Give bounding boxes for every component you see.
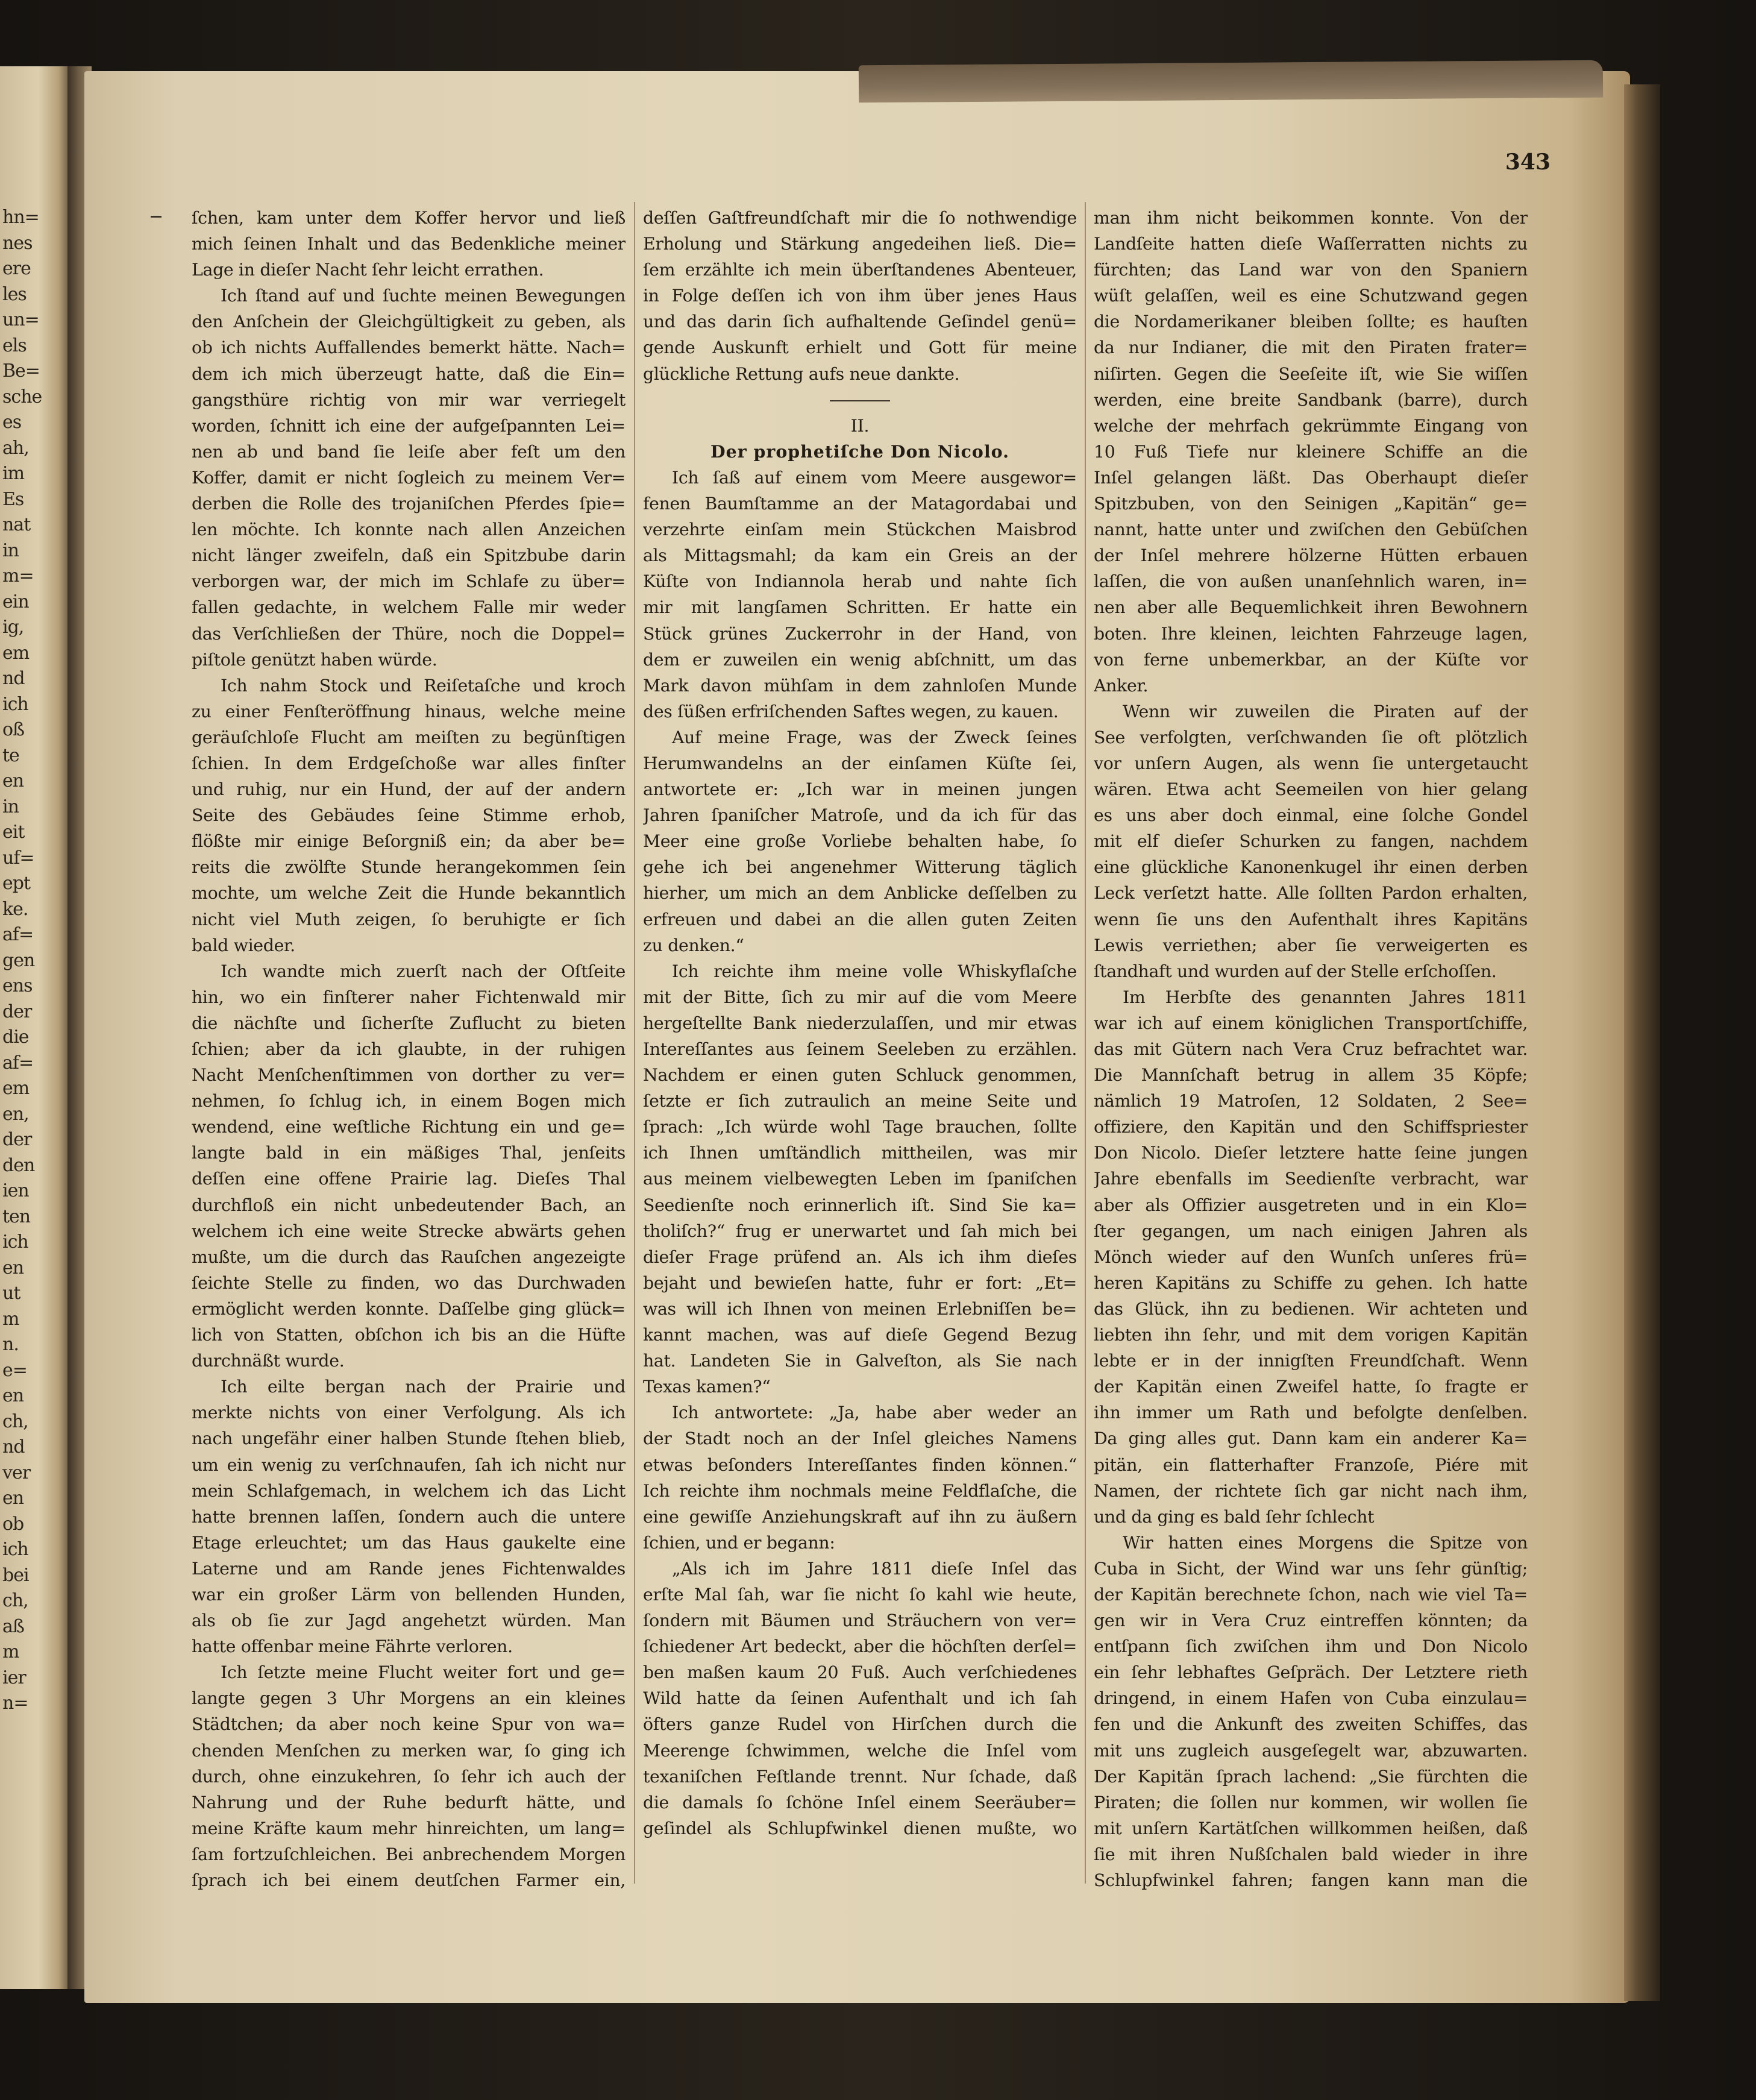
text-line: als ob ſie zur Jagd angehetzt würden. Man — [192, 1611, 626, 1631]
text-line: verzehrte einſam mein Stückchen Maisbrod — [643, 520, 1077, 540]
text-line: offiziere, den Kapitän und den Schiffspriester — [1094, 1117, 1528, 1137]
text-line: ob ich nichts Auffallendes bemerkt hätte. Nach= — [192, 338, 626, 358]
left-page-fragment: sche — [2, 386, 42, 407]
text-line: Etage erleuchtet; um das Haus gaukelte eine — [192, 1532, 626, 1553]
text-line: um ein wenig zu verſchnaufen, ſah ich nicht nur — [192, 1454, 626, 1475]
text-line: boten. Ihre kleinen, leichten Fahrzeuge lagen, — [1094, 623, 1528, 644]
text-line: dieſer Frage prüfend an. Als ich ihm dieſes — [643, 1246, 1077, 1267]
left-page-fragment: en — [2, 770, 24, 791]
text-line: Jahren ſpaniſcher Matroſe, und da ich für das — [643, 805, 1077, 826]
text-line: 10 Fuß Tiefe nur kleinere Schiffe an die — [1094, 441, 1528, 462]
text-line: war ein großer Lärm von bellenden Hunden, — [192, 1584, 626, 1605]
text-line: wendend, eine weſtliche Richtung ein und ge= — [192, 1117, 626, 1137]
text-line: Inſel gelangen läßt. Das Oberhaupt dieſer — [1094, 467, 1528, 488]
text-line: pitän, ein flatterhafter Franzoſe, Piére mit — [1094, 1454, 1528, 1475]
text-line: welche der mehrfach gekrümmte Eingang von — [1094, 415, 1528, 436]
text-line: hat. Landeten Sie in Galveſton, als Sie nach — [643, 1351, 1077, 1371]
text-line: Spitzbuben, von den Seinigen „Kapitän“ ge= — [1094, 494, 1528, 514]
left-page-fragment: ch, — [2, 1590, 28, 1611]
text-line: ich Ihnen umſtändlich mittheilen, was mir — [643, 1143, 1077, 1163]
text-line: das Glück, ihn zu bedienen. Wir achteten und — [1094, 1298, 1528, 1319]
text-line: Nahrung und der Ruhe bedurft hätte, und — [192, 1792, 626, 1812]
text-line: ſetzte er ſich zutraulich an meine Seite und — [643, 1091, 1077, 1111]
text-line: das Verſchließen der Thüre, noch die Doppel= — [192, 623, 626, 644]
text-line: fen und die Ankunft des zweiten Schiffes, das — [1094, 1714, 1528, 1735]
text-line: dem er zuweilen ein wenig abſchnitt, um das — [643, 649, 1077, 670]
margin-dash — [151, 216, 161, 218]
text-line: Herumwandelns an der einſamen Küſte ſei, — [643, 753, 1077, 773]
text-line: ſeichte Stelle zu finden, wo das Durchwaden — [192, 1272, 626, 1293]
text-line: vor unſern Augen, als wenn ſie untergetaucht — [1094, 753, 1528, 773]
text-line: gen wir in Vera Cruz eintreffen könnten; da — [1094, 1611, 1528, 1631]
text-line: texaniſchen Feſtlande trennt. Nur ſchade, daß — [643, 1766, 1077, 1787]
text-line: Im Herbſte des genannten Jahres 1811 — [1123, 987, 1528, 1007]
text-line: ihn immer um Rath und befolgte denſelben. — [1094, 1403, 1528, 1423]
left-page-fragment: ob — [2, 1513, 24, 1535]
text-line: mit elf dieſer Schurken zu fangen, nachdem — [1094, 831, 1528, 852]
text-line: II. — [850, 415, 870, 436]
text-line: des ſüßen erfriſchenden Saftes wegen, zu kauen. — [643, 701, 1059, 721]
left-page-fragment: e= — [2, 1359, 27, 1381]
left-page-fragment: em — [2, 642, 30, 664]
left-page-fragment: ier — [2, 1667, 26, 1688]
text-line: See verfolgten, verſchwanden ſie oft plötzlich — [1094, 727, 1528, 747]
text-line: Mark davon mühſam in dem zahnloſen Munde — [643, 675, 1077, 696]
text-line: als Mittagsmahl; da kam ein Greis an der — [643, 545, 1077, 566]
text-line: mit unſern Kartätſchen willkommen heißen, daß — [1094, 1818, 1528, 1838]
left-page-edge — [0, 66, 69, 1989]
text-line: mußte, um die durch das Rauſchen angezeigte — [192, 1246, 626, 1267]
text-line: piſtole genützt haben würde. — [192, 649, 437, 670]
left-page-fragment: ept — [2, 873, 31, 894]
text-line: ſchien. In dem Erdgeſchoße war alles finſter — [192, 753, 626, 773]
left-page-fragment: ah, — [2, 437, 29, 459]
text-line: Ich reichte ihm nochmals meine Feldflaſche, die — [643, 1480, 1077, 1501]
text-line: Intereſſantes aus ſeinem Seeleben zu erzählen. — [643, 1039, 1077, 1059]
text-line: Stück grünes Zuckerrohr in der Hand, von — [643, 623, 1077, 644]
left-page-fragment: els — [2, 335, 27, 356]
left-page-fragment: Be= — [2, 360, 40, 382]
text-line: gangsthüre richtig von mir war verriegelt — [192, 389, 626, 410]
section-heading: Der prophetiſche Don Nicolo. — [710, 441, 1009, 462]
text-line: nen ab und band ſie leiſe aber feſt um den — [192, 441, 626, 462]
text-line: Erholung und Stärkung angedeihen ließ. Die= — [643, 234, 1077, 254]
text-line: und ruhig, nur ein Hund, der auf der andern — [192, 779, 626, 800]
text-line: reits die zwölfte Stunde herangekommen ſein — [192, 857, 626, 878]
left-page-fragments — [2, 205, 42, 1717]
text-line: mich ſeinen Inhalt und das Bedenkliche meiner — [192, 234, 626, 254]
text-line: mir mit langſamen Schritten. Er hatte ein — [643, 597, 1077, 618]
text-line: was will ich Ihnen von meinen Erlebniſſen be= — [643, 1298, 1077, 1319]
text-line: langte bald in ein mäßiges Thal, jenſeits — [192, 1143, 626, 1163]
text-line: geräuſchloſe Flucht am meiſten zu begünſtigen — [192, 727, 626, 747]
text-line: aus meinem vielbewegten Leben im ſpaniſchen — [643, 1169, 1077, 1189]
text-line: gende Auskunft erhielt und Gott für meine — [643, 338, 1077, 358]
text-line: Ich ſaß auf einem vom Meere ausgewor= — [672, 467, 1077, 488]
text-line: wären. Etwa acht Seemeilen von hier gelang — [1094, 779, 1528, 800]
left-page-fragment: m — [2, 1308, 19, 1330]
text-line: werden, eine breite Sandbank (barre), durch — [1094, 389, 1528, 410]
text-line: nicht länger zweifeln, daß ein Spitzbube darin — [192, 545, 626, 566]
text-line: Koffer, damit er nicht ſogleich zu meinem Ver= — [192, 467, 626, 488]
text-line: Schlupfwinkel fahren; fangen kann man die — [1094, 1870, 1528, 1890]
text-line: deſſen Gaſtfreundſchaft mir die ſo nothwendige — [643, 208, 1077, 228]
text-line: mochte, um welche Zeit die Hunde bekanntlich — [192, 883, 626, 904]
text-line: Ich ſetzte meine Flucht weiter fort und ge= — [221, 1662, 626, 1683]
page-number: 343 — [1505, 149, 1551, 175]
text-line: die Nordamerikaner bleiben ſollte; es hauſten — [1094, 312, 1528, 332]
left-page-fragment: die — [2, 1026, 29, 1048]
text-line: Seite des Gebäudes ſeine Stimme erhob, — [192, 805, 626, 826]
text-line: geſindel als Schlupfwinkel dienen mußte, wo — [643, 1818, 1077, 1838]
text-line: tholiſch?“ frug er unerwartet und ſah mich bei — [643, 1221, 1077, 1241]
left-page-fragment: en — [2, 1385, 24, 1406]
binding-tape — [859, 60, 1603, 103]
text-line: durch, ohne einzukehren, ſo ſehr ich auch der — [192, 1766, 626, 1787]
left-page-fragment: m — [2, 1641, 19, 1662]
left-page-fragment: eit — [2, 822, 25, 843]
text-line: Ich wandte mich zuerſt nach der Oſtſeite — [221, 961, 626, 981]
text-line: Ich nahm Stock und Reiſetaſche und kroch — [221, 675, 626, 696]
left-page-fragment: en, — [2, 1103, 29, 1125]
left-page-fragment: af= — [2, 1052, 34, 1074]
text-line: fenen Baumſtamme an der Matagordabai und — [643, 494, 1077, 514]
text-line: Wild hatte da ſeinen Aufenthalt und ich ſah — [643, 1688, 1077, 1709]
text-line: ein ſehr lebhaftes Geſpräch. Der Letztere rieth — [1094, 1662, 1528, 1683]
text-line: Ich eilte bergan nach der Prairie und — [221, 1377, 626, 1397]
text-line: lich von Statten, obſchon ich bis an die Hüfte — [192, 1325, 626, 1345]
column-divider — [1085, 202, 1086, 1884]
text-line: in Folge deſſen ich von ihm über jenes Haus — [643, 286, 1077, 306]
text-line: nicht viel Muth zeigen, ſo beruhigte er ſich — [192, 909, 626, 929]
column-divider — [634, 202, 635, 1884]
text-line: öfters ganze Rudel von Hirſchen durch die — [643, 1714, 1077, 1735]
text-line: Die Mannſchaft betrug in allem 35 Köpfe; — [1094, 1065, 1528, 1086]
text-line: nach ungefähr einer halben Stunde ſtehen blieb, — [192, 1429, 626, 1449]
text-line: ſam fortzuſchleichen. Bei anbrechendem Morgen — [192, 1844, 626, 1864]
left-page-fragment: Es — [2, 488, 24, 510]
text-line: Seedienſte noch erinnerlich iſt. Sind Sie ka= — [643, 1195, 1077, 1215]
text-line: laſſen, die von außen unanſehnlich waren, in= — [1094, 571, 1528, 592]
text-line: fürchten; das Land war von den Spaniern — [1094, 260, 1528, 280]
left-page-fragment: hn= — [2, 207, 39, 228]
left-page-fragment: bei — [2, 1564, 29, 1586]
text-line: Piraten; die ſollen nur kommen, wir wollen ſie — [1094, 1792, 1528, 1812]
text-line: fallen gedachte, in welchem Falle mir weder — [192, 597, 626, 618]
text-line: erfreuen und dabei an die allen guten Zeiten — [643, 909, 1077, 929]
text-line: Ich antwortete: „Ja, habe aber weder an — [672, 1403, 1077, 1423]
left-page-fragment: der — [2, 1129, 32, 1150]
text-line: Mönch wieder auf den Wunſch unſeres frü= — [1094, 1246, 1528, 1267]
left-page-fragment: ein — [2, 591, 29, 612]
text-line: liebten ihn ſehr, und mit dem vorigen Kapitän — [1094, 1325, 1528, 1345]
text-line: Da ging alles gut. Dann kam ein anderer Ka= — [1094, 1429, 1528, 1449]
text-line: mit der Bitte, ſich zu mir auf die vom Meere — [643, 987, 1077, 1007]
text-line: Cuba in Sicht, der Wind war uns ſehr günſtig; — [1094, 1558, 1528, 1579]
text-line: ſchen, kam unter dem Koffer hervor und ließ — [192, 208, 626, 228]
left-page-fragment: ere — [2, 258, 31, 279]
left-page-fragment: den — [2, 1154, 35, 1176]
text-line: ſchien, und er begann: — [643, 1532, 835, 1553]
text-line: da nur Indianer, die mit den Piraten frater= — [1094, 338, 1528, 358]
left-page-fragment: ich — [2, 1231, 28, 1253]
text-line: Ich reichte ihm meine volle Whiskyflaſche — [672, 961, 1077, 981]
left-page-fragment: uf= — [2, 847, 34, 869]
left-page-fragment: ut — [2, 1283, 20, 1304]
text-line: „Als ich im Jahre 1811 dieſe Inſel das — [672, 1558, 1077, 1579]
left-page-fragment: ich — [2, 1539, 28, 1560]
text-line: Nacht Menſchenſtimmen von dorther zu ver= — [192, 1065, 626, 1086]
text-line: eine gewiſſe Anziehungskraft auf ihn zu äußern — [643, 1506, 1077, 1527]
text-line: ſondern mit Bäumen und Sträuchern von ver= — [643, 1611, 1077, 1631]
page-edge-shadow — [1624, 84, 1660, 2001]
text-line: ſter gegangen, um nach einigen Jahren als — [1094, 1221, 1528, 1241]
left-page-fragment: in — [2, 796, 19, 817]
text-line: wüſt gelaſſen, weil es eine Schutzwand gegen — [1094, 286, 1528, 306]
left-page-fragment: gen — [2, 949, 35, 971]
left-page-fragment: ien — [2, 1180, 29, 1201]
text-line: wenn ſie uns den Aufenthalt ihres Kapitäns — [1094, 909, 1528, 929]
text-line: hierher, um mich an dem Anblicke deſſelben zu — [643, 883, 1077, 904]
text-line: verborgen war, der mich im Schlafe zu über= — [192, 571, 626, 592]
text-line: eine glückliche Kanonenkugel ihr einen derben — [1094, 857, 1528, 878]
left-page-fragment: les — [2, 283, 27, 305]
text-line: hin, wo ein finſterer naher Fichtenwald mir — [192, 987, 626, 1007]
text-line: nannt, hatte unter und zwiſchen den Gebüſchen — [1094, 520, 1528, 540]
text-line: Ich ſtand auf und ſuchte meinen Bewegungen — [221, 286, 626, 306]
text-line: der Stadt noch an der Inſel gleiches Namens — [643, 1429, 1077, 1449]
text-line: ſem erzählte ich mein überſtandenes Abenteuer, — [643, 260, 1077, 280]
text-line: die damals ſo ſchöne Inſel einem Seeräuber= — [643, 1792, 1077, 1812]
left-page-fragment: m= — [2, 565, 34, 586]
left-page-fragment: n. — [2, 1334, 19, 1355]
left-page-fragment: ten — [2, 1206, 31, 1227]
text-line: Anker. — [1094, 675, 1149, 696]
text-line: bald wieder. — [192, 935, 295, 955]
text-line: len möchte. Ich konnte nach allen Anzeichen — [192, 520, 626, 540]
text-line: die nächſte und ſicherſte Zuflucht zu bieten — [192, 1013, 626, 1033]
text-line: Lage in dieſer Nacht ſehr leicht errathen. — [192, 260, 544, 280]
text-line: glückliche Rettung aufs neue dankte. — [643, 363, 960, 384]
left-page-fragment: un= — [2, 309, 39, 330]
text-line: welchem ich eine weite Strecke abwärts gehen — [192, 1221, 626, 1241]
left-page-fragment: ich — [2, 693, 28, 715]
left-page-fragment: oß — [2, 719, 25, 740]
text-line: ermöglicht werden konnte. Daſſelbe ging glück= — [192, 1298, 626, 1319]
text-line: Lewis verriethen; aber ſie verweigerten es — [1094, 935, 1528, 955]
text-line: lebte er in der innigſten Freundſchaft. Wenn — [1094, 1351, 1528, 1371]
left-page-fragment: aß — [2, 1615, 24, 1637]
text-line: gehe ich bei angenehmer Witterung täglich — [643, 857, 1077, 878]
text-line: ben maßen kaum 20 Fuß. Auch verſchiedenes — [643, 1662, 1077, 1683]
text-line: zu einer Fenſteröffnung hinaus, welche meine — [192, 701, 626, 721]
text-line: meine Kräfte kaum mehr hinreichten, um lang= — [192, 1818, 626, 1838]
text-line: Leck verſetzt hatte. Alle ſollten Pardon erhalten, — [1094, 883, 1528, 904]
left-page-fragment: n= — [2, 1693, 28, 1714]
left-page-fragment: ver — [2, 1462, 31, 1483]
left-page-fragment: nd — [2, 668, 25, 689]
left-page-fragment: ig, — [2, 617, 24, 638]
text-line: nämlich 19 Matroſen, 12 Soldaten, 2 See= — [1094, 1091, 1528, 1111]
text-line: Namen, der richtete ſich gar nicht nach ihm, — [1094, 1480, 1528, 1501]
text-line: ſprach ich bei einem deutſchen Farmer ein, — [192, 1870, 626, 1890]
text-line: durchnäßt wurde. — [192, 1351, 345, 1371]
left-page-fragment: es — [2, 412, 22, 433]
text-line: der Inſel mehrere hölzerne Hütten erbauen — [1094, 545, 1528, 566]
text-line: mein Schlafgemach, in welchem ich das Licht — [192, 1480, 626, 1501]
left-page-fragment: der — [2, 1001, 32, 1022]
text-line: Nachdem er einen guten Schluck genommen, — [643, 1065, 1077, 1086]
left-page-fragment: nat — [2, 514, 31, 535]
section-rule — [643, 387, 1077, 413]
text-line: Wir hatten eines Morgens die Spitze von — [1123, 1532, 1528, 1553]
text-line: hatte offenbar meine Fährte verloren. — [192, 1636, 513, 1657]
text-line: Jahre ebenfalls im Seedienſte verbracht, war — [1094, 1169, 1528, 1189]
text-line: dem ich mich überzeugt hatte, daß die Ein= — [192, 363, 626, 384]
left-page-fragment: nd — [2, 1436, 25, 1457]
text-line: niſirten. Gegen die Seeſeite iſt, wie Sie wiſſen — [1094, 363, 1528, 384]
text-line: antwortete er: „Ich war in meinen jungen — [643, 779, 1077, 800]
text-line: Don Nicolo. Dieſer letztere hatte ſeine jungen — [1094, 1143, 1528, 1163]
text-line: deſſen eine offene Prairie lag. Dieſes Thal — [192, 1169, 626, 1189]
text-line: Der Kapitän ſprach lachend: „Sie fürchten die — [1094, 1766, 1528, 1787]
text-line: mit uns zugleich ausgeſegelt war, abzuwarten. — [1094, 1740, 1528, 1761]
left-page-fragment: im — [2, 463, 25, 484]
text-line: heren Kapitäns zu Schiffe zu gehen. Ich hatte — [1094, 1272, 1528, 1293]
text-line: erſte Mal ſah, war ſie nicht ſo kahl wie heute, — [643, 1584, 1077, 1605]
text-line: Städtchen; da aber noch keine Spur von wa= — [192, 1714, 626, 1735]
left-page-fragment: en — [2, 1488, 24, 1509]
left-page-fragment: ens — [2, 975, 33, 996]
text-line: der Kapitän berechnete ſchon, nach wie viel Ta= — [1094, 1584, 1528, 1605]
text-line: der Kapitän einen Zweifel hatte, ſo fragte er — [1094, 1377, 1528, 1397]
text-line: ſtandhaft und wurden auf der Stelle erſchoſſen. — [1094, 961, 1497, 981]
text-line: das mit Gütern nach Vera Cruz befrachtet war. — [1094, 1039, 1528, 1059]
text-line: chenden Menſchen zu merken war, ſo ging ich — [192, 1740, 626, 1761]
left-page-fragment: em — [2, 1078, 30, 1099]
text-line: bejaht und bewieſen hatte, fuhr er fort: „Et= — [643, 1272, 1077, 1293]
text-line: ſchien; aber da ich glaubte, in der ruhigen — [192, 1039, 626, 1059]
text-line: Küſte von Indiannola herab und nahte ſich — [643, 571, 1077, 592]
text-line: entſpann ſich zwiſchen ihm und Don Nicolo — [1094, 1636, 1528, 1657]
text-line: hergeſtellte Bank niederzulaſſen, und mir etwas — [643, 1013, 1077, 1033]
left-page-fragment: in — [2, 539, 19, 561]
text-line: man ihm nicht beikommen konnte. Von der — [1094, 208, 1528, 228]
text-line: nen aber alle Bequemlichkeit ihren Bewohnern — [1094, 597, 1528, 618]
text-line: Meerenge ſchwimmen, welche die Inſel vom — [643, 1740, 1077, 1761]
text-line: derben die Rolle des trojaniſchen Pferdes ſpie= — [192, 494, 626, 514]
text-line: Laterne und am Rande jenes Fichtenwaldes — [192, 1558, 626, 1579]
text-line: flößte mir einige Beſorgniß ein; da aber be= — [192, 831, 626, 852]
text-line: zu denken.“ — [643, 935, 744, 955]
text-line: es uns aber doch einmal, eine ſolche Gondel — [1094, 805, 1528, 826]
left-page-fragment: nes — [2, 232, 33, 254]
text-line: ſie mit ihren Nußſchalen bald wieder in ihre — [1094, 1844, 1528, 1864]
text-line: nehmen, ſo ſchlug ich, in einem Bogen mich — [192, 1091, 626, 1111]
text-line: Landſeite hatten dieſe Waſſerratten nichts zu — [1094, 234, 1528, 254]
text-line: Meer eine große Vorliebe behalten habe, ſo — [643, 831, 1077, 852]
text-line: ſchiedener Art bedeckt, aber die höchſten derſel= — [643, 1636, 1077, 1657]
text-line: Auf meine Frage, was der Zweck ſeines — [672, 727, 1077, 747]
text-line: dringend, in einem Hafen von Cuba einzulau= — [1094, 1688, 1528, 1709]
text-line: hatte brennen laſſen, ſondern auch die untere — [192, 1506, 626, 1527]
text-line: worden, ſchnitt ich eine der aufgeſpannten Lei= — [192, 415, 626, 436]
text-column-2 — [643, 205, 1077, 1841]
text-column-3 — [1094, 205, 1528, 1893]
left-page-fragment: en — [2, 1257, 24, 1278]
text-line: kannt machen, was auf dieſe Gegend Bezug — [643, 1325, 1077, 1345]
left-page-fragment: af= — [2, 924, 34, 945]
text-line: von ferne unbemerkbar, an der Küſte vor — [1094, 649, 1528, 670]
text-line: und da ging es bald ſehr ſchlecht — [1094, 1506, 1375, 1527]
text-line: merkte nichts von einer Verfolgung. Als ich — [192, 1403, 626, 1423]
text-line: durchfloß ein nicht unbedeutender Bach, an — [192, 1195, 626, 1215]
left-page-fragment: te — [2, 744, 19, 766]
left-page-fragment: ch, — [2, 1410, 28, 1432]
text-line: war ich auf einem königlichen Transportſchiffe, — [1094, 1013, 1528, 1033]
text-line: Wenn wir zuweilen die Piraten auf der — [1123, 701, 1528, 721]
left-page-fragment: ke. — [2, 898, 28, 920]
text-line: aber als Offizier ausgetreten und in ein Klo= — [1094, 1195, 1528, 1215]
text-column-1 — [192, 205, 626, 1893]
text-line: langte gegen 3 Uhr Morgens an ein kleines — [192, 1688, 626, 1709]
text-line: und das darin ſich aufhaltende Geſindel genü= — [643, 312, 1077, 332]
text-line: den Anſchein der Gleichgültigkeit zu geben, als — [192, 312, 626, 332]
text-line: Texas kamen?“ — [643, 1377, 771, 1397]
text-line: ſprach: „Ich würde wohl Tage brauchen, ſollte — [643, 1117, 1077, 1137]
text-line: etwas beſonders Intereſſantes finden können.“ — [643, 1454, 1077, 1475]
